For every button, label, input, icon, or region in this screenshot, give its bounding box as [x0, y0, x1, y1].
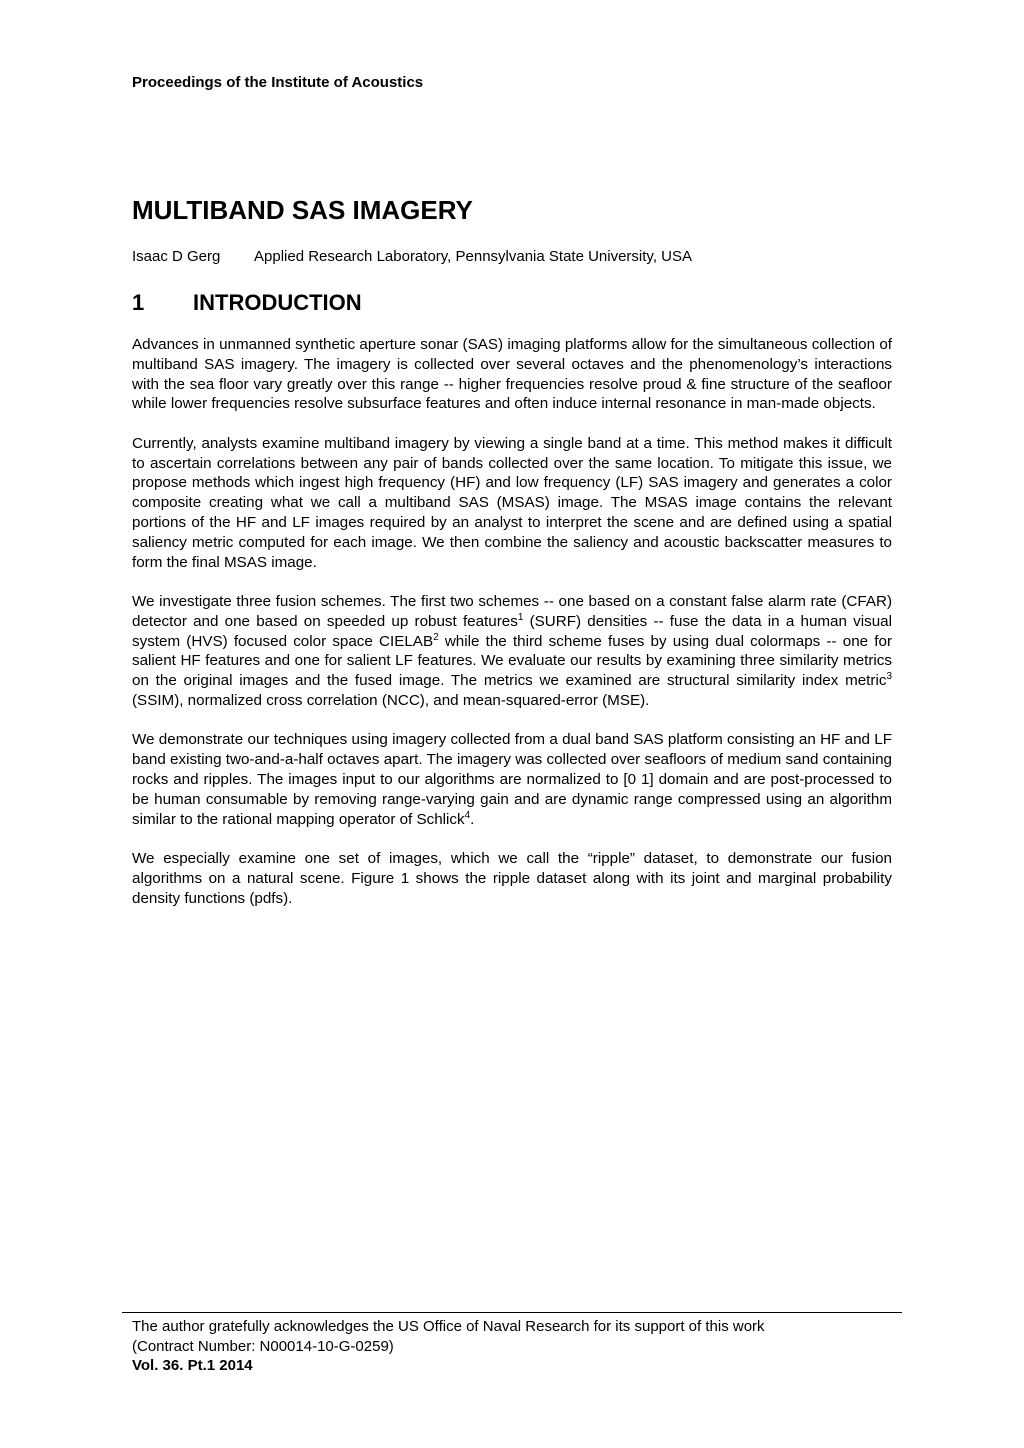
author-affiliation: Applied Research Laboratory, Pennsylvania State University, USA [254, 248, 692, 265]
paragraph-3 [132, 592, 892, 711]
paragraph-5: We especially examine one set of images, which we call the “ripple” dataset, to demonstrate our fusion algorithms on a natural scene. Figure 1 shows the ripple dataset along with its joint and marginal probability density functions (pdfs). [132, 849, 892, 907]
footnote-acknowledgement: The author gratefully acknowledges the US Office of Naval Research for its support of this work [132, 1318, 765, 1335]
paragraph-3-text-d: (SSIM), normalized cross correlation (NCC), and mean-squared-error (MSE). [132, 691, 650, 709]
paragraph-3-text-a: We investigate three fusion schemes. The first two schemes -- one based on a constant false alarm rate (CFAR) detector and one based on speeded up robust features [132, 592, 892, 630]
author-name: Isaac D Gerg [132, 248, 221, 265]
footnote-contract: (Contract Number: N00014-10-G-0259) [132, 1337, 394, 1355]
journal-header: Proceedings of the Institute of Acoustics [132, 74, 424, 91]
section-heading [132, 290, 362, 316]
paragraph-3-text-c: while the third scheme fuses by using dual colormaps -- one for salient HF features and one for salient LF features. We evaluate our results by examining three similarity metrics on the original images and the fused image. The metrics we examined are structural similarity index metric [132, 632, 892, 690]
section-number: 1 [132, 290, 145, 315]
paragraph-4-text-b: . [470, 810, 475, 828]
paragraph-1: Advances in unmanned synthetic aperture sonar (SAS) imaging platforms allow for the simultaneous collection of multiband SAS imagery. The imagery is collected over several octaves and the phenomenology’s interactions with the sea floor vary greatly over this range -- higher frequencies resolve proud & fine structure of the seafloor while lower frequencies resolve subsurface features and often induce internal resonance in man-made objects. [132, 336, 892, 413]
section-title: INTRODUCTION [193, 290, 362, 315]
volume-info: Vol. 36. Pt.1 2014 [132, 1357, 253, 1374]
footnote-divider [122, 1312, 902, 1313]
paper-title: MULTIBAND SAS IMAGERY [132, 195, 473, 225]
footnote [132, 1317, 902, 1376]
paragraph-3-text-b: (SURF) densities -- fuse the data in a human visual system (HVS) focused color space CIELAB [132, 612, 892, 650]
body-text [132, 335, 892, 928]
reference-1: 1 [517, 611, 524, 623]
author-line [132, 248, 692, 265]
paragraph-2: Currently, analysts examine multiband imagery by viewing a single band at a time. This method makes it difficult to ascertain correlations between any pair of bands collected over the same location. To mitigate this issue, we propose methods which ingest high frequency (HF) and low frequency (LF) SAS imagery and generates a color composite creating what we call a multiband SAS (MSAS) image. The MSAS image contains the relevant portions of the HF and LF images required by an analyst to interpret the scene and are defined using a spatial saliency metric computed for each image. We then combine the saliency and acoustic backscatter measures to form the final MSAS image. [132, 434, 892, 571]
reference-4: 4 [464, 809, 471, 821]
paragraph-4 [132, 730, 892, 829]
reference-3: 3 [886, 671, 892, 683]
paragraph-4-text-a: We demonstrate our techniques using imagery collected from a dual band SAS platform consisting an HF and LF band existing two-and-a-half octaves apart. The imagery was collected over seafloors of medium sand containing rocks and ripples. The images input to our algorithms are normalized to [0 1] domain and are post-processed to be human consumable by removing range-varying gain and are dynamic range compressed using an algorithm similar to the rational mapping operator of Schlick [132, 731, 892, 828]
reference-2: 2 [433, 631, 439, 643]
